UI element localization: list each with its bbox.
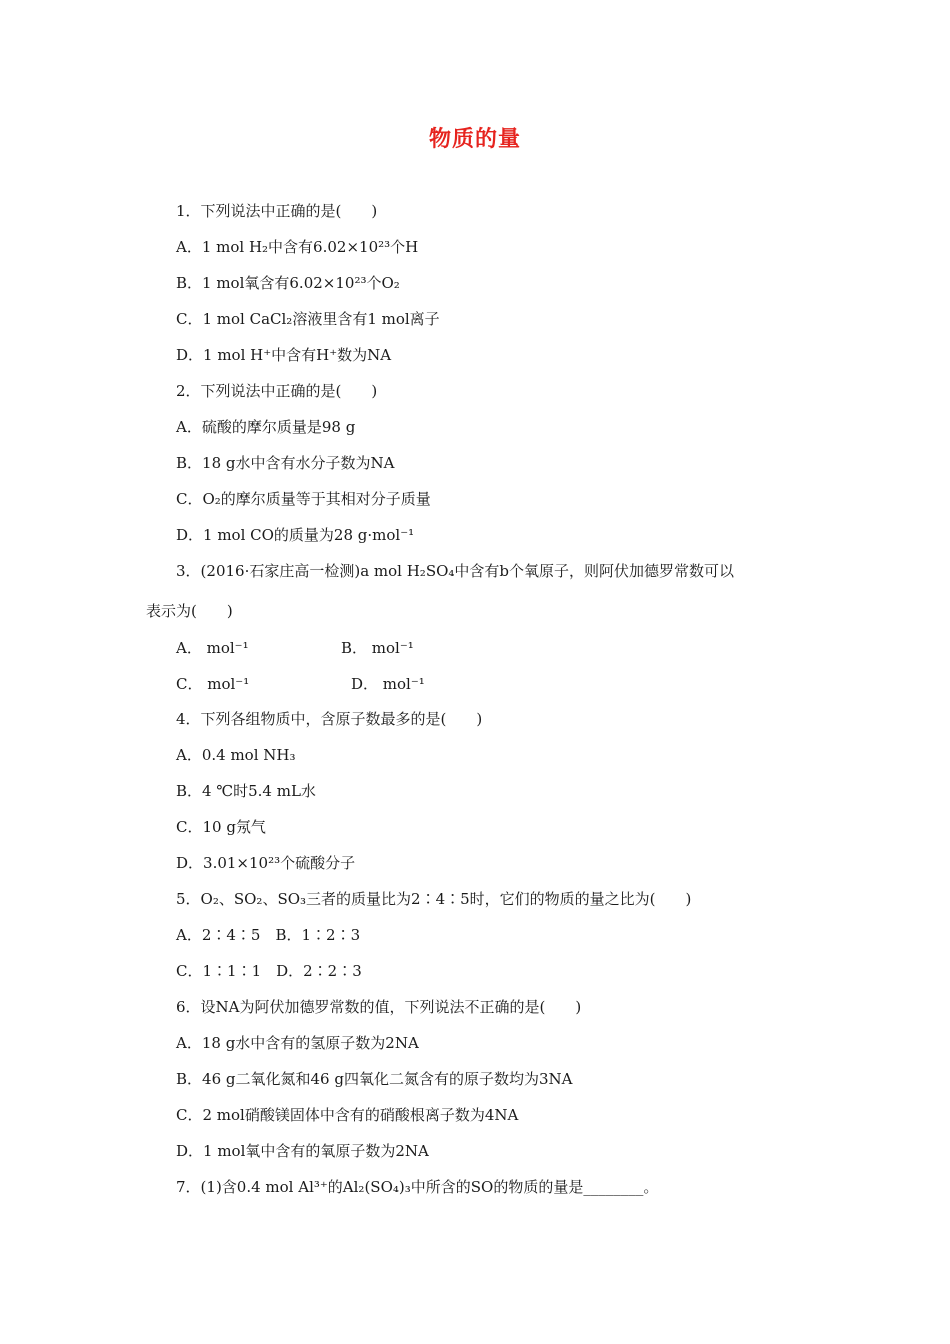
question-1-stem: 1．下列说法中正确的是( ) <box>176 202 378 220</box>
question-3-option-c: C． mol⁻¹ <box>176 675 250 693</box>
question-5-options-cd: C．1∶1∶1 D．2∶2∶3 <box>176 962 362 980</box>
question-6-option-d: D．1 mol氧中含有的氧原子数为2NA <box>176 1142 429 1160</box>
question-1-option-a: A．1 mol H₂中含有6.02×10²³个H <box>176 238 419 256</box>
question-3-option-b: B． mol⁻¹ <box>341 639 414 657</box>
question-6-option-b: B．46 g二氧化氮和46 g四氧化二氮含有的原子数均为3NA <box>176 1070 573 1088</box>
question-1-option-c: C．1 mol CaCl₂溶液里含有1 mol离子 <box>176 310 440 328</box>
question-4-option-c: C．10 g氖气 <box>176 818 266 836</box>
question-2-option-d: D．1 mol CO的质量为28 g·mol⁻¹ <box>176 526 415 544</box>
question-4-option-d: D．3.01×10²³个硫酸分子 <box>176 854 356 872</box>
question-5-options-ab: A．2∶4∶5 B．1∶2∶3 <box>176 926 361 944</box>
question-4-option-a: A．0.4 mol NH₃ <box>176 746 296 764</box>
question-5-stem: 5．O₂、SO₂、SO₃三者的质量比为2∶4∶5时，它们的物质的量之比为( ) <box>176 890 692 908</box>
question-6-stem: 6．设NA为阿伏加德罗常数的值，下列说法不正确的是( ) <box>176 998 582 1016</box>
question-7-stem: 7．(1)含0.4 mol Al³⁺的Al₂(SO₄)₃中所含的SO的物质的量是________。 <box>176 1178 659 1196</box>
question-1-option-d: D．1 mol H⁺中含有H⁺数为NA <box>176 346 392 364</box>
question-2-stem: 2．下列说法中正确的是( ) <box>176 382 378 400</box>
question-2-option-c: C．O₂的摩尔质量等于其相对分子质量 <box>176 490 431 508</box>
question-3-stem-continued: 表示为( ) <box>146 602 233 620</box>
question-6-option-a: A．18 g水中含有的氢原子数为2NA <box>176 1034 419 1052</box>
question-6-option-c: C．2 mol硝酸镁固体中含有的硝酸根离子数为4NA <box>176 1106 519 1124</box>
question-2-option-b: B．18 g水中含有水分子数为NA <box>176 454 395 472</box>
question-3-stem: 3．(2016·石家庄高一检测)a mol H₂SO₄中含有b个氧原子，则阿伏加德罗常数可以 <box>176 562 735 580</box>
question-3-option-d: D． mol⁻¹ <box>351 675 425 693</box>
question-4-stem: 4．下列各组物质中，含原子数最多的是( ) <box>176 710 483 728</box>
question-3-option-a: A． mol⁻¹ <box>176 639 249 657</box>
page-title: 物质的量 <box>428 127 521 152</box>
question-2-option-a: A．硫酸的摩尔质量是98 g <box>176 418 356 436</box>
question-4-option-b: B．4 ℃时5.4 mL水 <box>176 782 316 800</box>
question-1-option-b: B．1 mol氧含有6.02×10²³个O₂ <box>176 274 400 292</box>
